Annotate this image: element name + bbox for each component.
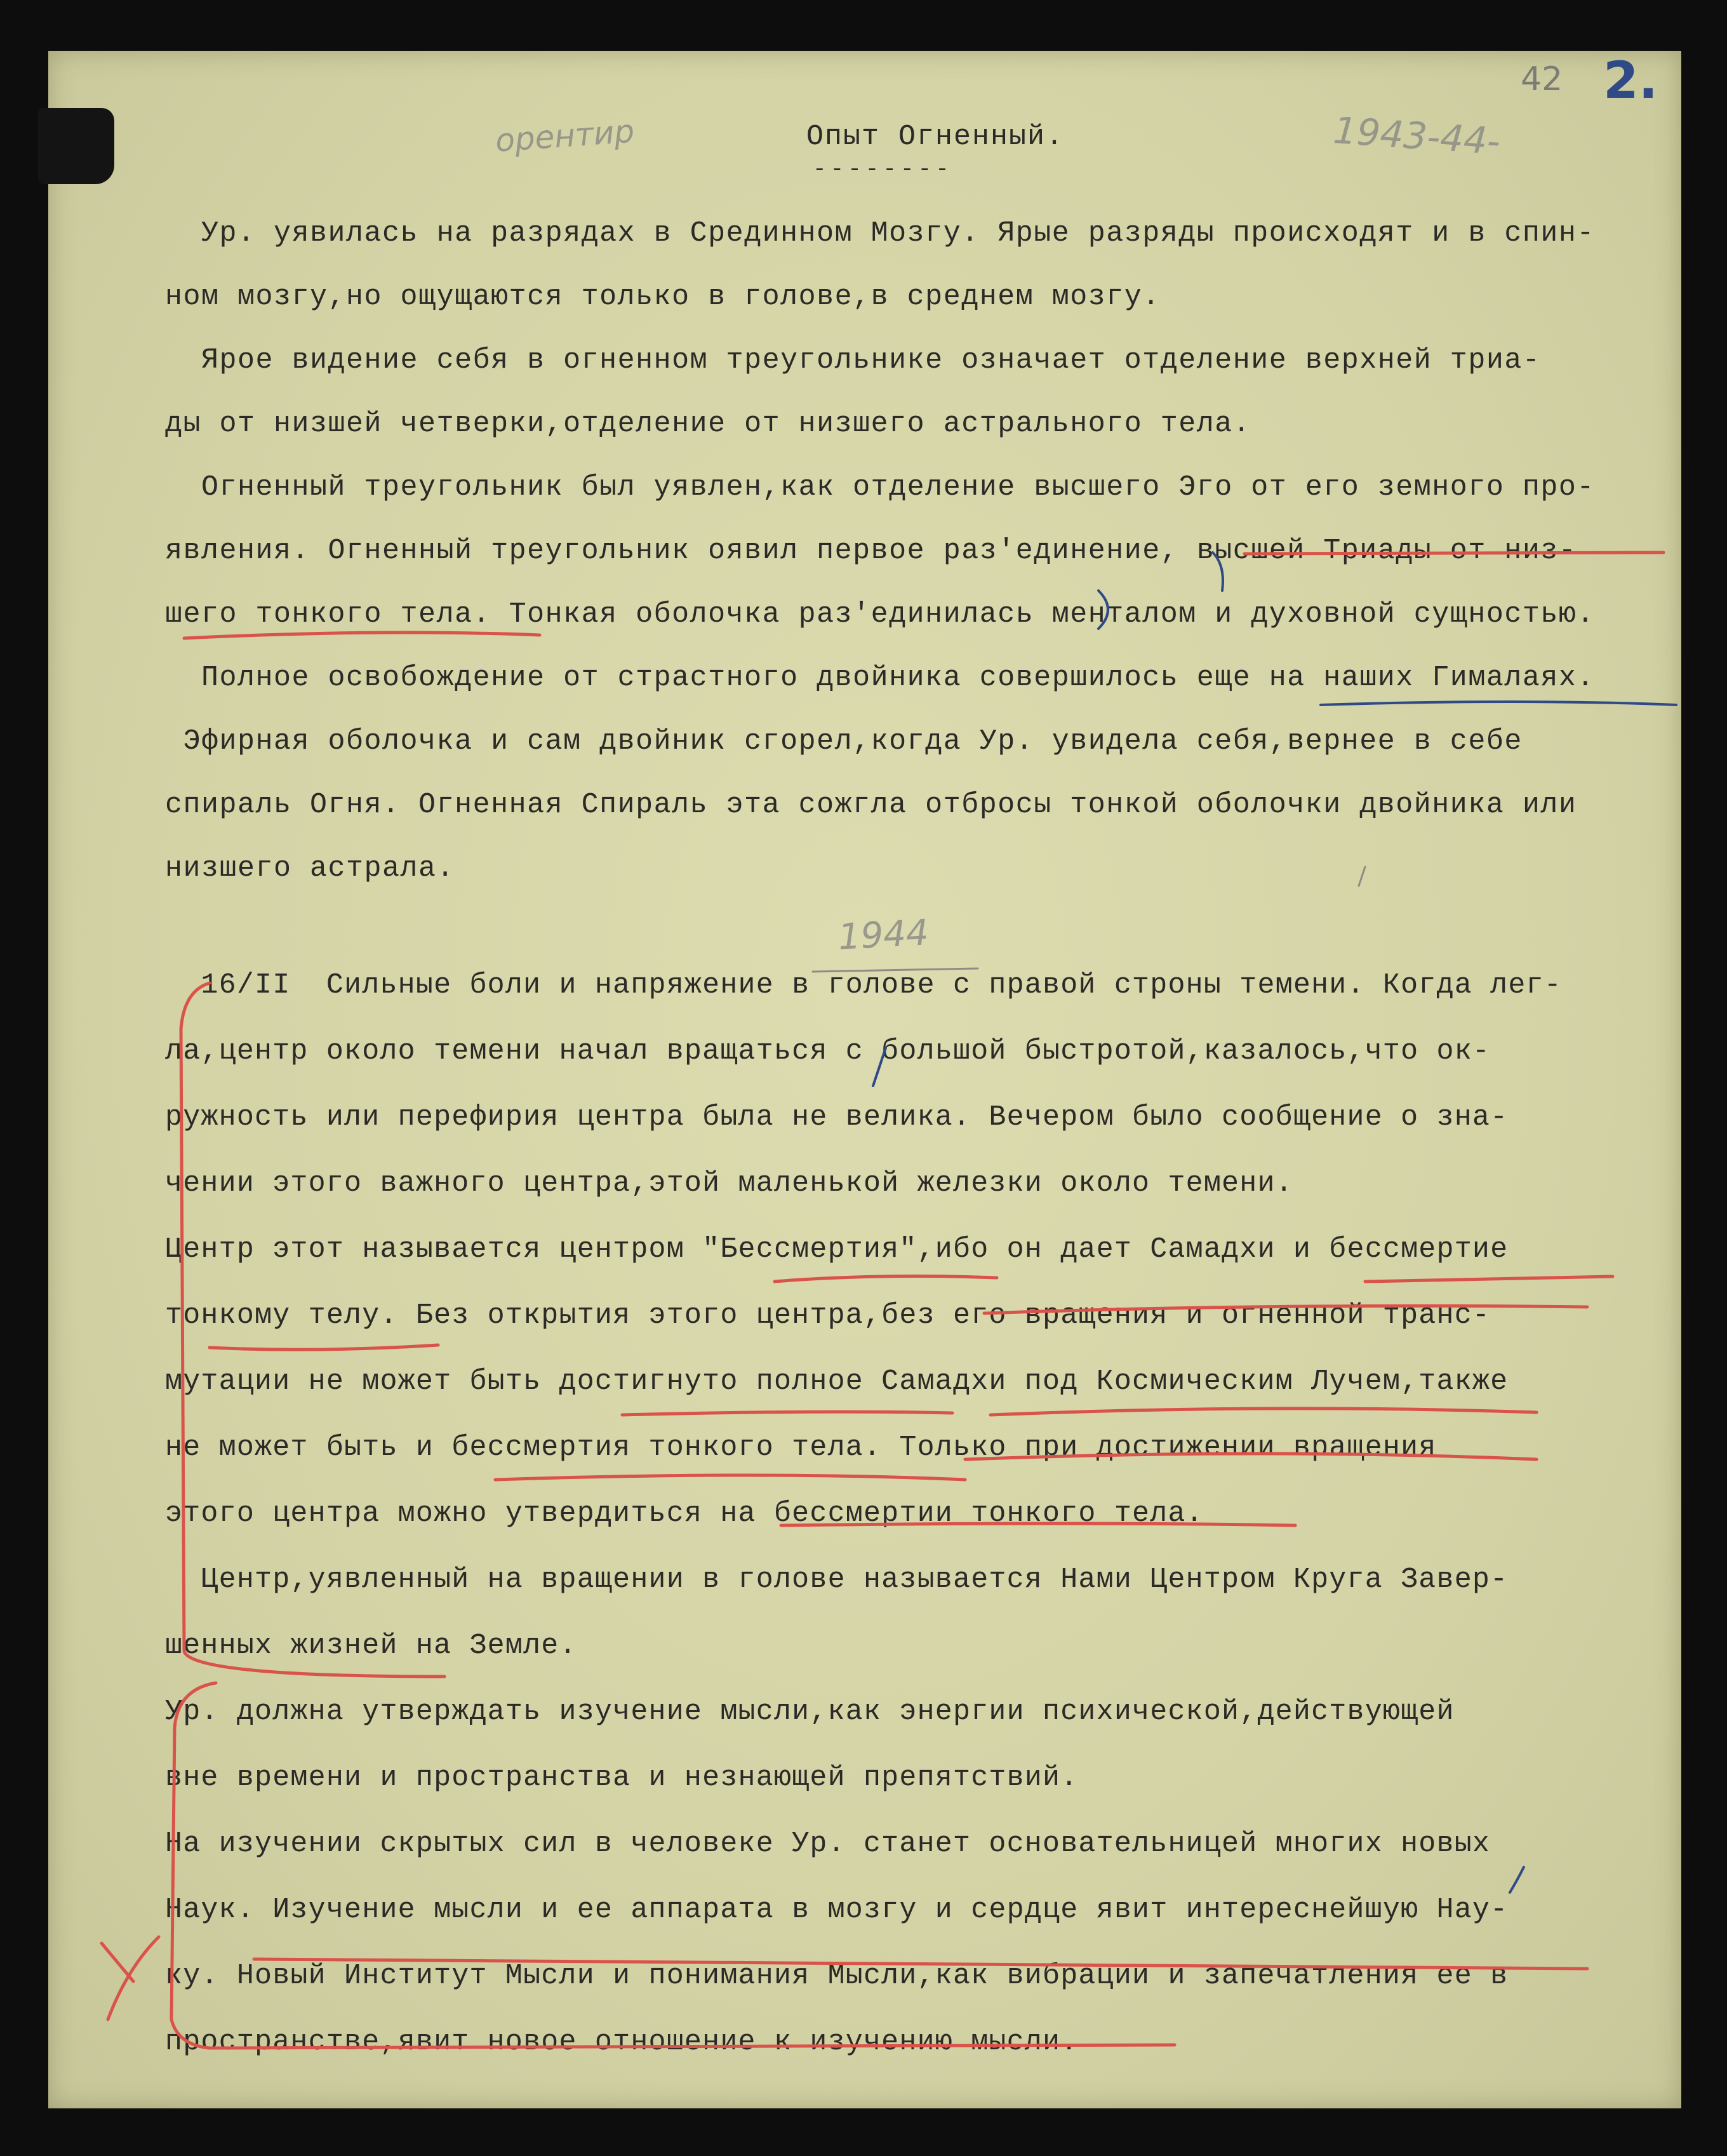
text-line: явления. Огненный треугольник оявил первое раз'единение, высшей Триады от низ-	[165, 535, 1577, 567]
folio-number-small: 42	[1521, 60, 1563, 98]
pencil-note-left: орентир	[494, 112, 636, 159]
text-line: Ур. должна утверждать изучение мысли,как энергии психической,действующей	[165, 1696, 1455, 1728]
text-line: вне времени и пространства и незнающей препятствий.	[165, 1762, 1079, 1794]
text-line: На изучении скрытых сил в человеке Ур. станет основательницей многих новых	[165, 1828, 1491, 1860]
text-line: 16/II Сильные боли и напряжение в голове с правой строны темени. Когда лег-	[165, 969, 1562, 1001]
pencil-year: 1944	[837, 912, 930, 958]
text-line: Полное освобождение от страстного двойника совершилось еще на наших Гималаях.	[165, 662, 1595, 694]
text-line: ружность или перефирия центра была не велика. Вечером было сообщение о зна-	[165, 1101, 1509, 1134]
section-fiery-triangle	[165, 202, 1676, 901]
text-line: Огненный треугольник был уявлен,как отделение высшего Эго от его земного про-	[165, 471, 1595, 504]
text-line: чении этого важного центра,этой маленькой железки около темени.	[165, 1167, 1293, 1200]
text-line: ку. Новый Институт Мысли и понимания Мысли,как вибрации и запечатления ее в	[165, 1960, 1509, 1992]
title-underline: --------	[813, 156, 953, 182]
text-line: ном мозгу,но ощущаются только в голове,в среднем мозгу.	[165, 281, 1161, 313]
folio-number-large: 2.	[1603, 51, 1658, 110]
text-line: не может быть и бессмертия тонкого тела. Только при достижении вращения	[165, 1431, 1437, 1464]
text-line: ды от низшей четверки,отделение от низшего астрального тела.	[165, 408, 1251, 440]
section-center-of-immortality	[165, 953, 1676, 2075]
text-line: Центр,уявленный на вращении в голове называется Нами Центром Круга Завер-	[165, 1563, 1509, 1596]
text-line: мутации не может быть достигнуто полное Самадхи под Космическим Лучем,также	[165, 1365, 1509, 1398]
text-line: Ярое видение себя в огненном треугольнике означает отделение верхней триа-	[165, 344, 1541, 377]
text-line: этого центра можно утвердиться на бессмертии тонкого тела.	[165, 1497, 1204, 1530]
text-line: ла,центр около темени начал вращаться с большой быстротой,казалось,что ок-	[165, 1035, 1491, 1068]
text-line: Центр этот называется центром "Бессмертия",ибо он дает Самадхи и бессмертие	[165, 1233, 1509, 1266]
binding-tape	[38, 108, 114, 184]
text-line: шего тонкого тела. Тонкая оболочка раз'единилась ментaлом и духовной сущностью.	[165, 598, 1595, 631]
page-title: Опыт Огненный.	[806, 121, 1065, 153]
text-line: тонкому телу. Без открытия этого центра,без его вращения и огненной транс-	[165, 1299, 1491, 1332]
pencil-note-dates: 1943-44-	[1331, 108, 1502, 164]
text-line: спираль Огня. Огненная Спираль эта сожгла отбросы тонкой оболочки двойника или	[165, 789, 1577, 821]
text-line: Эфирная оболочка и сам двойник сгорел,когда Ур. увидела себя,вернее в себе	[165, 725, 1523, 758]
text-line: пространстве,явит новое отношение к изучению мысли.	[165, 2026, 1079, 2058]
text-line: шенных жизней на Земле.	[165, 1630, 577, 1662]
text-line: Ур. уявилась на разрядах в Срединном Мозгу. Ярые разряды происходят и в спин-	[165, 217, 1595, 250]
text-line: Наук. Изучение мысли и ее аппарата в мозгу и сердце явит интереснейшую Нау-	[165, 1894, 1509, 1926]
text-line: низшего астрала.	[165, 852, 455, 885]
